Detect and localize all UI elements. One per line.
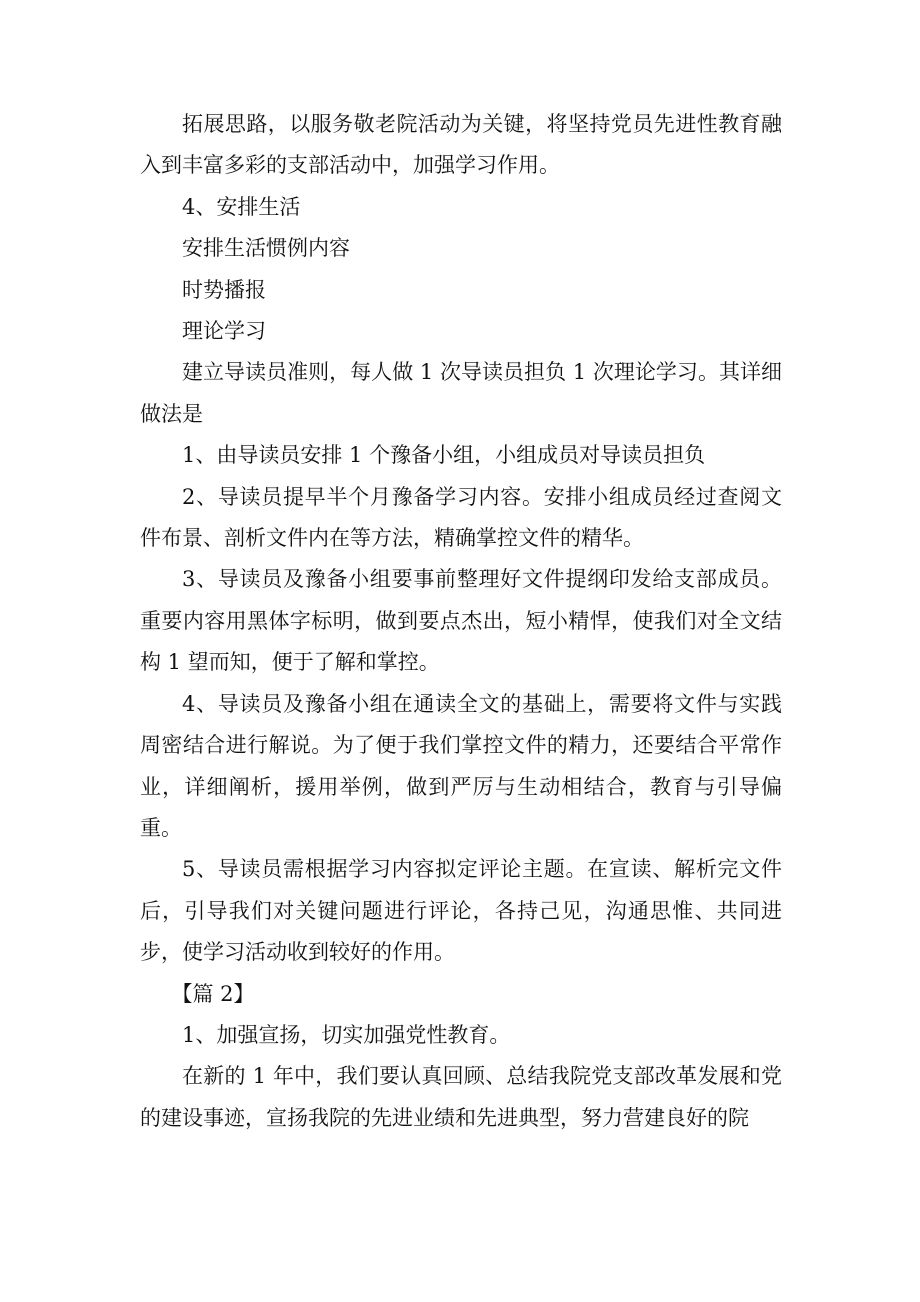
list-item-5: 5、导读员需根据学习内容拟定评论主题。在宣读、解析完文件后，引导我们对关键问题进行评论，各持己见，沟通思惟、共同进步，使学习活动收到较好的作用。 (140, 857, 782, 965)
list-item-2: 2、导读员提早半个月豫备学习内容。安排小组成员经过查阅文件布景、剖析文件内在等方法，精确掌控文件的精华。 (140, 484, 782, 551)
section-title-part-2: 【篇 2】 (171, 981, 255, 1006)
list-item-4: 4、导读员及豫备小组在通读全文的基础上，需要将文件与实践周密结合进行解说。为了便于我们掌控文件的精力，还要结合平常作业，详细阐析，援用举例，做到严厉与生动相结合，教育与引导偏重。 (140, 691, 782, 840)
paragraph-current-affairs: 时势播报 (182, 277, 266, 302)
paragraph-theory-study: 理论学习 (182, 319, 266, 344)
list-item-1: 1、由导读员安排 1 个豫备小组，小组成员对导读员担负 (182, 443, 706, 468)
paragraph-new-year: 在新的 1 年中，我们要认真回顾、总结我院党支部改革发展和党的建设事迹，宣扬我院的先进业绩和先进典型，努力营建良好的院 (140, 1064, 782, 1130)
paragraph-1: 拓展思路，以服务敬老院活动为关键，将坚持党员先进性教育融入到丰富多彩的支部活动中，加强学习作用。 (140, 112, 782, 178)
paragraph-publicity: 1、加强宣扬，切实加强党性教育。 (182, 1022, 511, 1047)
paragraph-guide-system: 建立导读员准则，每人做 1 次导读员担负 1 次理论学习。其详细做法是 (140, 360, 782, 426)
section-heading-4: 4、安排生活 (182, 194, 301, 219)
paragraph-routine-content: 安排生活惯例内容 (182, 236, 350, 261)
list-item-3: 3、导读员及豫备小组要事前整理好文件提纲印发给支部成员。重要内容用黑体字标明，做到要点杰出，短小精悍，使我们对全文结构 1 望而知，便于了解和掌控。 (140, 567, 782, 675)
document-page (140, 104, 782, 1139)
